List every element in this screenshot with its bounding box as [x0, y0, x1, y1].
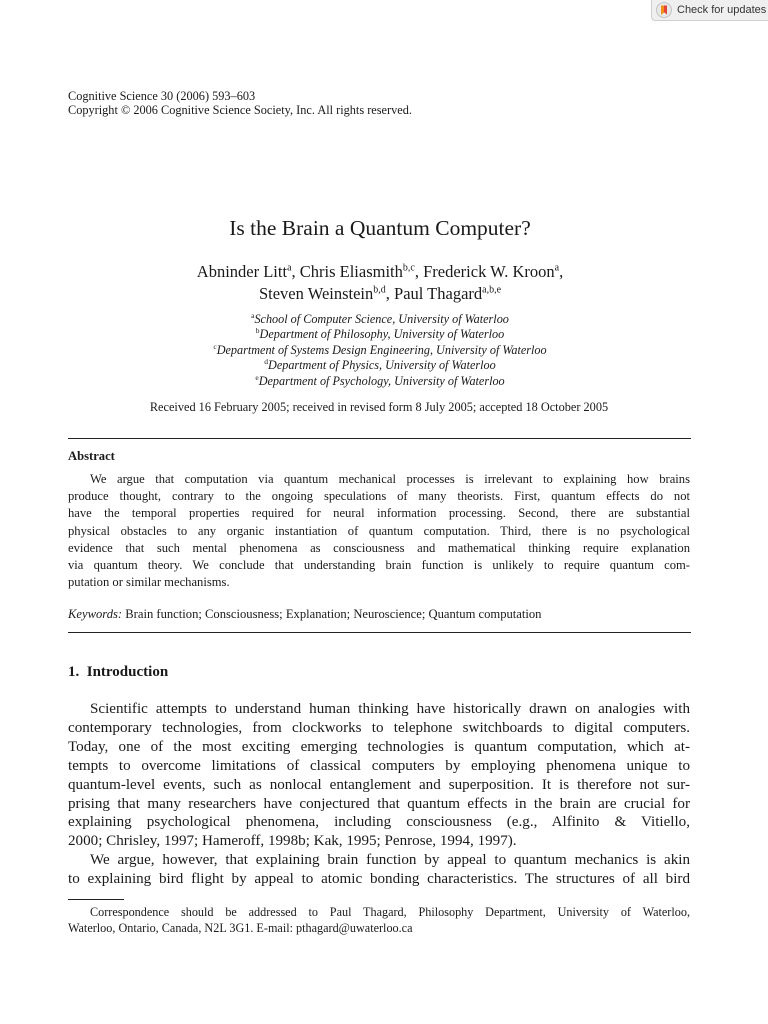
- author-affiliation-mark: b,d: [373, 284, 386, 296]
- abstract-bottom-rule: [68, 632, 691, 633]
- author-affiliation-mark: b,c: [402, 262, 415, 274]
- keywords-label: Keywords:: [68, 607, 123, 621]
- abstract-line: produce thought, contrary to the ongoing speculations of many theorists. First, quantum effects do not: [68, 489, 690, 504]
- paper-title: Is the Brain a Quantum Computer?: [229, 216, 531, 240]
- journal-citation: Cognitive Science 30 (2006) 593–603: [68, 89, 256, 103]
- body-line: prising that many researchers have conjectured that quantum effects in the brain are crucial for: [68, 795, 690, 812]
- abstract-line: via quantum theory. We conclude that understanding brain function is unlikely to require quantum com-: [68, 558, 690, 573]
- abstract-top-rule: [68, 438, 691, 439]
- body-line: Scientific attempts to understand human thinking have historically drawn on analogies with: [90, 701, 690, 717]
- author-line-1: [0, 261, 760, 283]
- section-number: 1.: [68, 664, 80, 680]
- footnote-line: Correspondence should be addressed to Paul Thagard, Philosophy Department, University of Waterloo,: [90, 905, 690, 919]
- affiliation-list: [0, 312, 760, 389]
- check-for-updates-button[interactable]: [651, 0, 768, 21]
- author-name: Paul Thagard: [394, 284, 483, 303]
- abstract-body: [68, 471, 690, 591]
- affiliation-text: Department of Philosophy, University of Waterloo: [259, 327, 505, 342]
- author-affiliation-mark: a,b,e: [482, 284, 502, 296]
- author-separator: ,: [385, 284, 395, 303]
- affiliation-item: [0, 358, 760, 373]
- body-line: quantum-level events, such as nonlocal entanglement and superposition. It is therefore not sur-: [68, 776, 690, 793]
- abstract-line: putation or similar mechanisms.: [68, 575, 230, 590]
- affiliation-mark: e: [255, 372, 259, 382]
- check-for-updates-icon: [656, 2, 672, 18]
- author-affiliation-mark: a: [287, 262, 292, 274]
- journal-copyright: Copyright © 2006 Cognitive Science Society, Inc. All rights reserved.: [68, 103, 412, 117]
- footnote-line: Waterloo, Ontario, Canada, N2L 3G1. E-mail: pthagard@uwaterloo.ca: [68, 920, 413, 935]
- keywords-text: Brain function; Consciousness; Explanation; Neuroscience; Quantum computation: [125, 607, 542, 621]
- author-separator: ,: [291, 262, 300, 281]
- affiliation-text: School of Computer Science, University of Waterloo: [254, 312, 509, 326]
- affiliation-item: [0, 343, 760, 358]
- author-name: Frederick W. Kroon: [423, 262, 555, 281]
- body-line: explaining psychological phenomena, including consciousness (e.g., Alfinito & Vitiello,: [68, 814, 690, 831]
- affiliation-mark: a: [251, 310, 255, 320]
- affiliation-item: [0, 374, 760, 389]
- affiliation-item: [0, 312, 760, 327]
- body-line: tempts to overcome limitations of classical computers by employing phenomena unique to: [68, 757, 690, 774]
- body-line: 2000; Chrisley, 1997; Hameroff, 1998b; Kak, 1995; Penrose, 1994, 1997).: [68, 833, 517, 850]
- abstract-line: We argue that computation via quantum mechanical processes is irrelevant to explaining how brains: [90, 472, 690, 486]
- affiliation-text: Department of Physics, University of Waterloo: [268, 358, 496, 373]
- received-dates: Received 16 February 2005; received in revised form 8 July 2005; accepted 18 October 2005: [149, 400, 609, 414]
- body-line: We argue, however, that explaining brain function by appeal to quantum mechanics is akin: [90, 852, 690, 869]
- author-name: Abninder Litt: [196, 262, 288, 281]
- author-name: Steven Weinstein: [258, 284, 374, 303]
- affiliation-mark: c: [213, 341, 217, 351]
- affiliation-mark: b: [255, 326, 260, 336]
- section-heading: [68, 664, 168, 681]
- affiliation-mark: d: [264, 357, 269, 367]
- abstract-line: evidence that such mental phenomena as consciousness and mathematical thinking require explanation: [68, 540, 690, 555]
- journal-header: [68, 89, 412, 117]
- body-text: [68, 700, 690, 889]
- body-line: Today, one of the most exciting emerging technologies is quantum computation, which at-: [68, 738, 690, 755]
- author-separator: ,: [414, 262, 424, 281]
- author-affiliation-mark: a: [554, 262, 560, 274]
- abstract-line: have the temporal properties required for neural information processing. Second, there are substantial: [68, 506, 690, 521]
- author-list: [0, 261, 760, 305]
- affiliation-item: [0, 327, 760, 342]
- author-separator: ,: [559, 262, 564, 281]
- abstract-heading: Abstract: [68, 449, 115, 463]
- abstract-line: physical obstacles to any organic instantiation of quantum computation. Third, there is no psychological: [68, 523, 690, 538]
- section-title: Introduction: [86, 664, 169, 680]
- author-line-2: [0, 283, 760, 305]
- footnote-rule: [68, 899, 124, 900]
- affiliation-text: Department of Psychology, University of Waterloo: [258, 373, 505, 388]
- affiliation-text: Department of Systems Design Engineering, University of Waterloo: [216, 342, 547, 357]
- author-name: Chris Eliasmith: [299, 262, 403, 281]
- keywords: [68, 607, 541, 622]
- check-for-updates-label: Check for updates: [677, 4, 767, 16]
- footnote: [68, 905, 690, 936]
- body-line: to explaining bird flight by appeal to atomic bonding characteristics. The structures of all bird: [68, 871, 690, 888]
- body-line: contemporary technologies, from clockworks to telephone switchboards to digital computers.: [68, 719, 690, 736]
